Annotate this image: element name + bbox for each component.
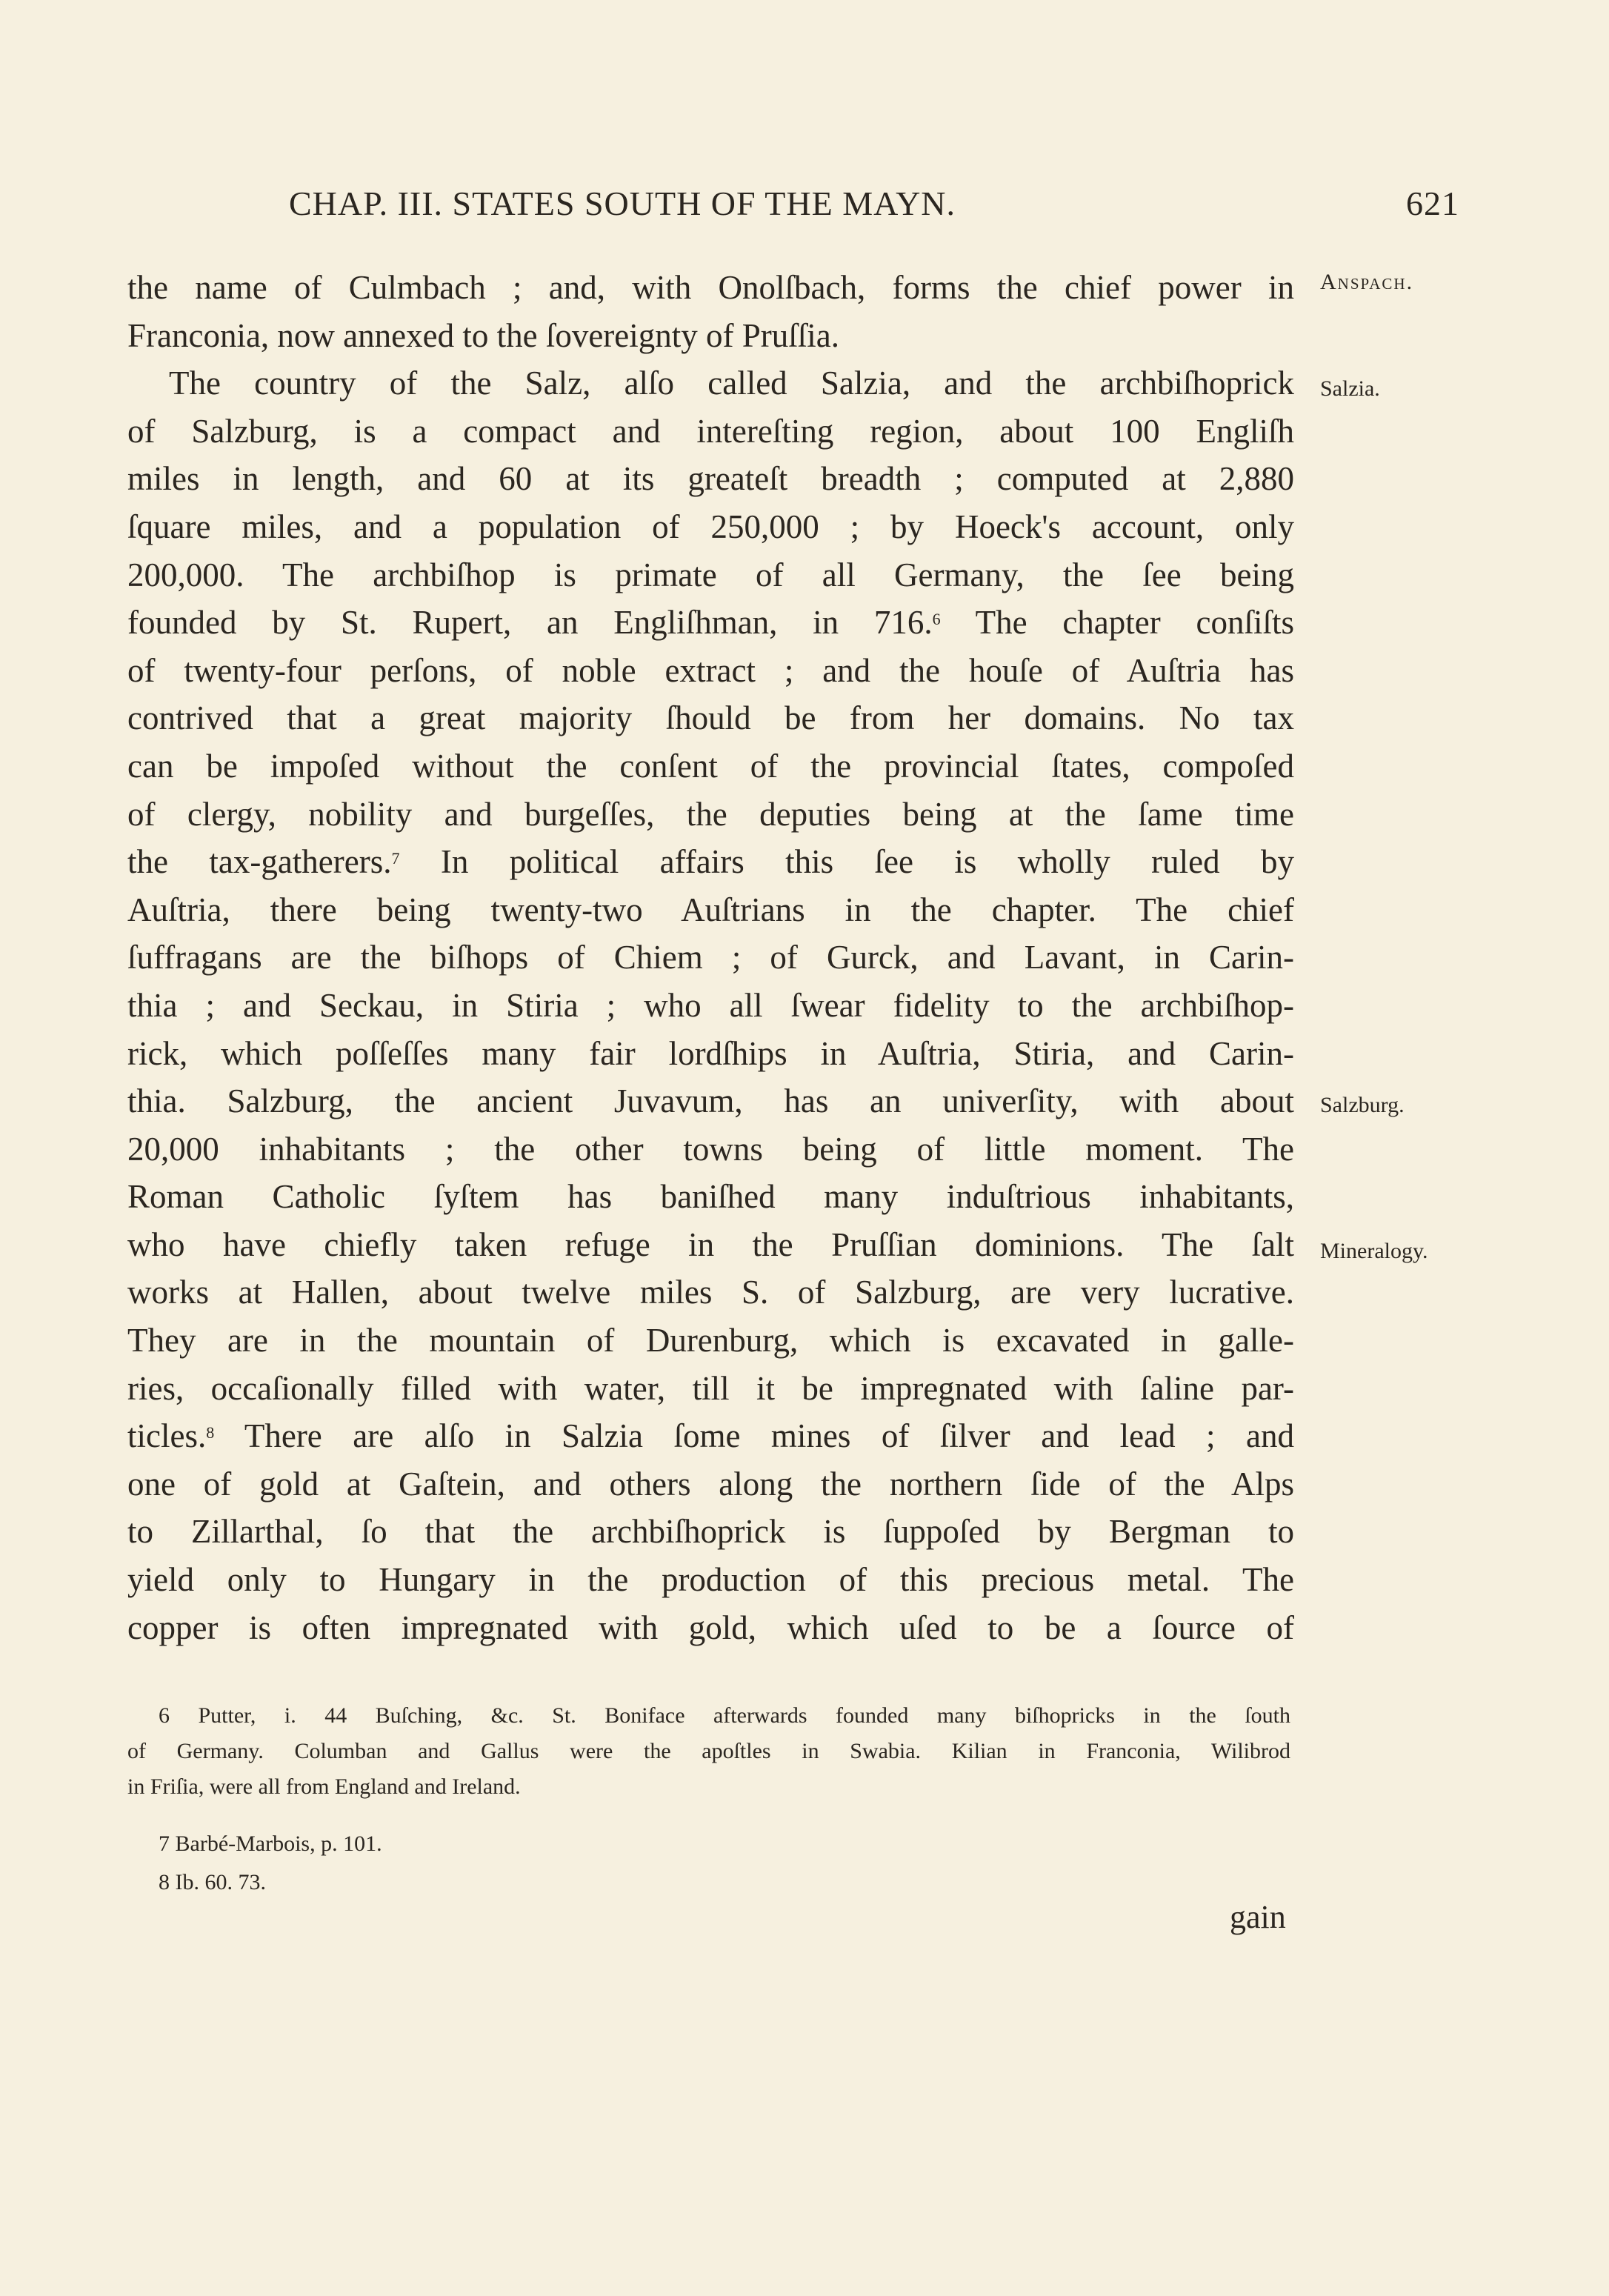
text-fragment: The chapter conſiſts: [940, 604, 1294, 642]
page-number: 621: [1406, 184, 1459, 222]
text-line: ſuffragans are the biſhops of Chiem ; of Gurck, and Lavant, in Carin-: [127, 939, 1294, 976]
footnote-ref: 7: [391, 849, 400, 868]
chapter-title: CHAP. III. STATES SOUTH OF THE MAYN.: [289, 184, 956, 222]
footnote-ref: 8: [206, 1423, 215, 1443]
text-fragment: In political affairs this ſee is wholly ruled by: [399, 843, 1294, 881]
text-line: The country of the Salz, alſo called Salzia, and the archbiſhoprick: [169, 365, 1294, 402]
text-line: who have chiefly taken refuge in the Pruſſian dominions. The ſalt: [127, 1225, 1294, 1263]
text-line: Auſtria, there being twenty-two Auſtrians in the chapter. The chief: [127, 891, 1294, 928]
margin-note-anspach: Anspach.: [1320, 270, 1414, 294]
text-line: to Zillarthal, ſo that the archbiſhoprick is ſuppoſed by Bergman to: [127, 1513, 1294, 1551]
margin-note-salzia: Salzia.: [1320, 376, 1380, 401]
text-fragment: the tax-gatherers.: [127, 843, 392, 881]
text-line: contrived that a great majority ſhould be from her domains. No tax: [127, 699, 1294, 737]
footnotes: [127, 1698, 1290, 1805]
text-line: [127, 599, 1294, 647]
text-line: 200,000. The archbiſhop is primate of all Germany, the ſee being: [127, 556, 1294, 593]
text-line: copper is often impregnated with gold, which uſed to be a ſource of: [127, 1608, 1294, 1646]
footnote-7: 7 Barbé-Marbois, p. 101.: [159, 1831, 382, 1856]
footnote-ref: 6: [932, 610, 941, 629]
text-fragment: There are alſo in Salzia ſome mines of ſilver and lead ; and: [214, 1417, 1294, 1455]
text-line: They are in the mountain of Durenburg, which is excavated in galle-: [127, 1322, 1294, 1360]
text-fragment: founded by St. Rupert, an Engliſhman, in 716.: [127, 604, 933, 642]
footnote-line: [127, 1698, 1290, 1734]
margin-note-mineralogy: Mineralogy.: [1320, 1239, 1428, 1263]
footnote-text: Putter, i. 44 Buſching, &c. St. Boniface afterwards founded many biſhopricks in the ſouth: [198, 1703, 1290, 1728]
footnote-line: of Germany. Columban and Gallus were the apoſtles in Swabia. Kilian in Franconia, Wilibrod: [127, 1739, 1290, 1763]
text-line: thia. Salzburg, the ancient Juvavum, has an univerſity, with about: [127, 1082, 1294, 1120]
text-line: Franconia, now annexed to the ſovereignty of Pruſſia.: [127, 316, 839, 354]
text-line: one of gold at Gaſtein, and others along the northern ſide of the Alps: [127, 1465, 1294, 1503]
text-line: ries, occaſionally filled with water, till it be impregnated with ſaline par-: [127, 1369, 1294, 1407]
footnote-number: 6: [159, 1703, 170, 1728]
footnote-8: 8 Ib. 60. 73.: [159, 1870, 266, 1894]
text-line: works at Hallen, about twelve miles S. of Salzburg, are very lucrative.: [127, 1274, 1294, 1311]
text-line: ſquare miles, and a population of 250,000 ; by Hoeck's account, only: [127, 508, 1294, 545]
text-line: rick, which poſſeſſes many fair lordſhips in Auſtria, Stiria, and Carin-: [127, 1034, 1294, 1072]
text-line: of Salzburg, is a compact and intereſting region, about 100 Engliſh: [127, 412, 1294, 450]
text-line: [127, 838, 1294, 886]
text-line: the name of Culmbach ; and, with Onolſbach, forms the chief power in: [127, 269, 1294, 306]
text-line: can be impoſed without the conſent of the provincial ſtates, compoſed: [127, 747, 1294, 785]
text-fragment: ticles.: [127, 1417, 207, 1455]
margin-note-salzburg: Salzburg.: [1320, 1093, 1405, 1117]
text-line: miles in length, and 60 at its greateſt breadth ; computed at 2,880: [127, 460, 1294, 498]
text-line: yield only to Hungary in the production of this precious metal. The: [127, 1561, 1294, 1599]
text-line: [127, 1412, 1294, 1460]
text-line: of twenty-four perſons, of noble extract ; and the houſe of Auſtria has: [127, 651, 1294, 689]
text-line: 20,000 inhabitants ; the other towns being of little moment. The: [127, 1130, 1294, 1168]
footnote-line: in Friſia, were all from England and Ireland.: [127, 1774, 521, 1799]
main-text: [127, 264, 1294, 1651]
text-line: Roman Catholic ſyſtem has baniſhed many induſtrious inhabitants,: [127, 1178, 1294, 1216]
text-line: of clergy, nobility and burgeſſes, the deputies being at the ſame time: [127, 795, 1294, 833]
catchword: gain: [1230, 1899, 1286, 1935]
text-line: thia ; and Seckau, in Stiria ; who all ſwear fidelity to the archbiſhop-: [127, 986, 1294, 1024]
